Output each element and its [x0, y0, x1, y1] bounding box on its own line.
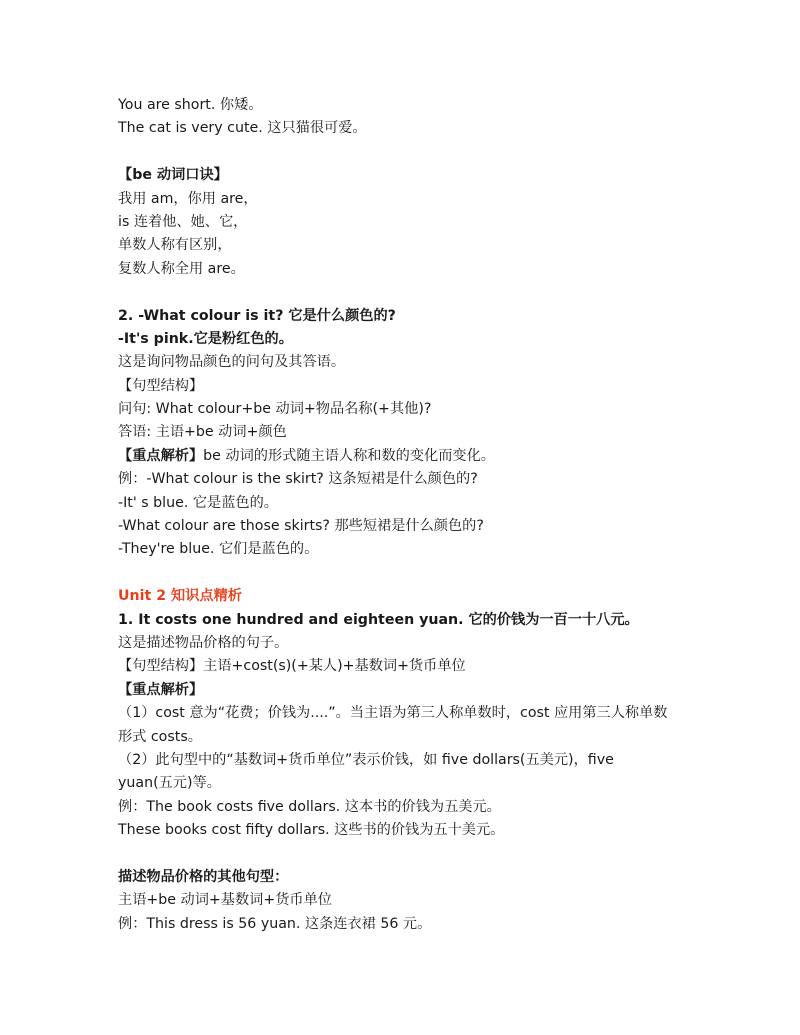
section-heading: 【be 动词口诀】	[118, 167, 228, 184]
text-line: 复数人称全用 are。	[118, 260, 245, 277]
point-heading: 1. It costs one hundred and eighteen yuan. 它的价钱为一百一十八元。	[118, 611, 639, 628]
structure-label: 【句型结构】	[118, 377, 204, 394]
text-line: 我用 am，你用 are，	[118, 190, 258, 207]
example-line: 例：This dress is 56 yuan. 这条连衣裙 56 元。	[118, 915, 432, 932]
text-line: 这是描述物品价格的句子。	[118, 634, 289, 651]
example-line: 例：The book costs five dollars. 这本书的价钱为五美元。	[118, 798, 501, 815]
key-analysis-label: 【重点解析】	[118, 447, 204, 464]
text-line: 答语: 主语+be 动词+颜色	[118, 424, 287, 441]
text-line: The cat is very cute. 这只猫很可爱。	[118, 120, 367, 137]
key-analysis-line	[118, 445, 718, 468]
text-line: You are short. 你矮。	[118, 97, 263, 113]
example-line: These books cost fifty dollars. 这些书的价钱为五十美元。	[118, 822, 505, 839]
example-line: -It' s blue. 它是蓝色的。	[118, 494, 278, 511]
text-line: 这是询问物品颜色的问句及其答语。	[118, 354, 346, 371]
section-heading: 描述物品价格的其他句型：	[118, 868, 289, 885]
unit-title: Unit 2 知识点精析	[118, 588, 242, 605]
paragraph-gap	[118, 843, 718, 866]
example-line: -What colour are those skirts? 那些短裙是什么颜色的?	[118, 518, 484, 535]
answer-heading: -It's pink.它是粉红色的。	[118, 330, 293, 347]
example-line: -They're blue. 它们是蓝色的。	[118, 541, 319, 558]
key-analysis-label: 【重点解析】	[118, 681, 204, 698]
text-line: 主语+be 动词+基数词+货币单位	[118, 892, 332, 909]
paragraph-gap	[118, 281, 718, 304]
text-line: is 连着他、她、它，	[118, 213, 248, 230]
key-analysis-text: be 动词的形式随主语人称和数的变化而变化。	[203, 447, 495, 464]
text-line: yuan(五元)等。	[118, 775, 221, 792]
structure-line: 【句型结构】主语+cost(s)(+某人)+基数词+货币单位	[118, 658, 466, 675]
paragraph-gap	[118, 562, 718, 585]
question-heading: 2. -What colour is it? 它是什么颜色的?	[118, 307, 396, 324]
text-line: 单数人称有区别，	[118, 237, 232, 254]
text-line: 问句: What colour+be 动词+物品名称(+其他)?	[118, 401, 432, 418]
text-line: （2）此句型中的“基数词+货币单位”表示价钱，如 five dollars(五美元)，five	[118, 751, 614, 768]
paragraph-gap	[118, 141, 718, 164]
text-line: 形式 costs。	[118, 728, 202, 745]
document-page	[118, 94, 718, 936]
example-line: 例：-What colour is the skirt? 这条短裙是什么颜色的?	[118, 471, 478, 488]
text-line: （1）cost 意为“花费；价钱为....”。当主语为第三人称单数时，cost 应用第三人称单数	[118, 705, 668, 722]
